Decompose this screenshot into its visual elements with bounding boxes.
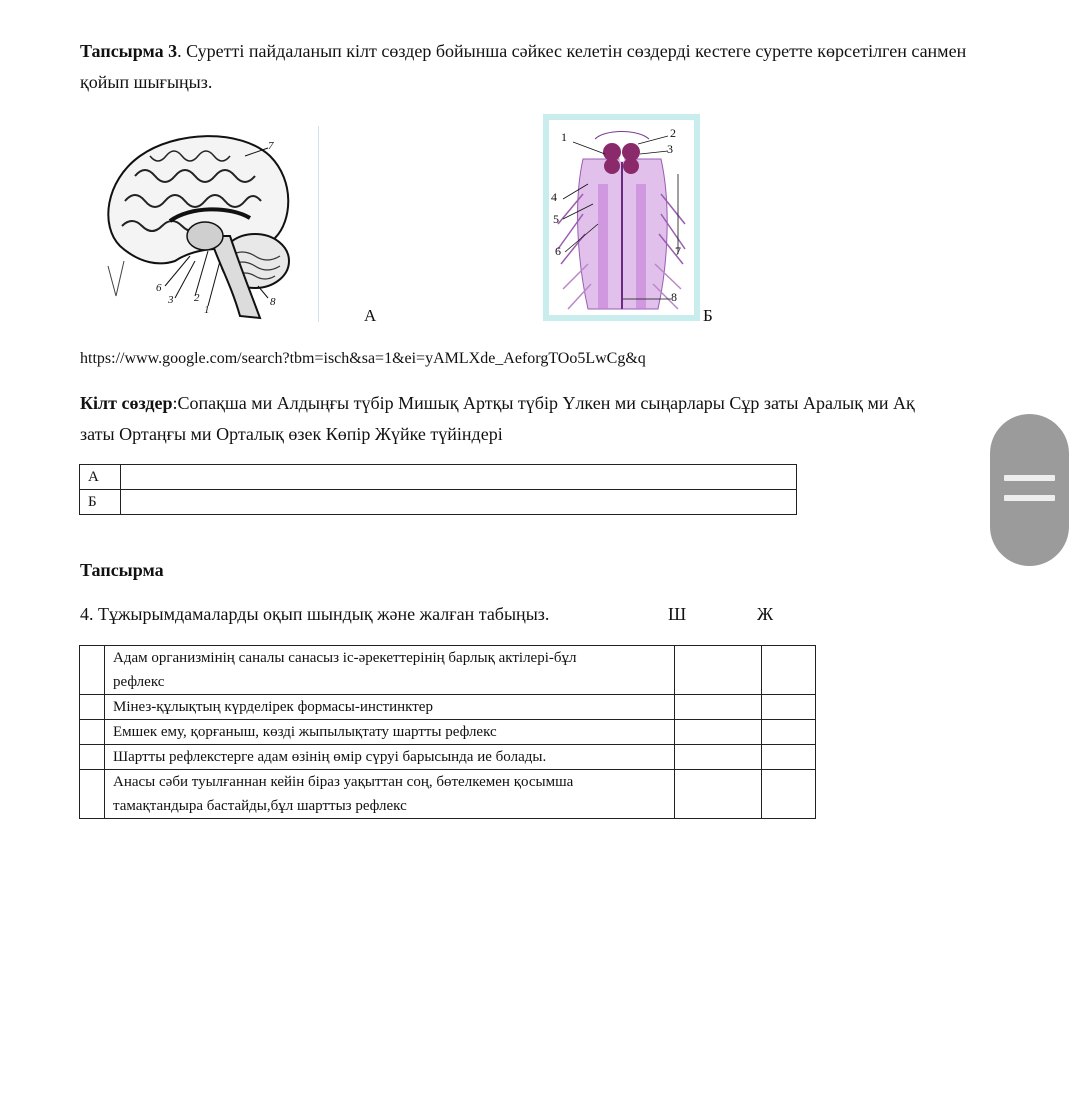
task4-instruction: 4. Тұжырымдамаларды оқып шындық және жалған табыңыз. — [80, 604, 550, 624]
statement-text: Емшек ему, қорғаныш, көзді жыпылықтату шартты рефлекс — [105, 720, 675, 745]
handle-grip-line-bottom — [1004, 495, 1055, 501]
statement-row — [80, 770, 816, 819]
task4-heading: Тапсырма — [80, 560, 164, 580]
answer-cell-b[interactable] — [121, 490, 797, 515]
true-false-table — [79, 645, 816, 819]
cord-number-8: 8 — [671, 290, 677, 304]
statement-text: Шартты рефлекстерге адам өзінің өмір сүруі барысында ие болады. — [105, 745, 675, 770]
row-number-cell — [80, 695, 105, 720]
cord-number-7: 7 — [675, 244, 681, 258]
cord-number-2: 2 — [670, 126, 676, 140]
keywords-list-line2: заты Ортаңғы ми Орталық өзек Көпір Жүйке түйіндері — [80, 424, 503, 444]
false-cell[interactable] — [762, 770, 816, 819]
keywords-label: Кілт сөздер — [80, 393, 173, 413]
cord-number-1: 1 — [561, 130, 567, 144]
scroll-handle[interactable] — [990, 414, 1069, 566]
task3-instruction: . Суретті пайдаланып кілт сөздер бойынша сәйкес келетін сөздерді кестеге суретте көрсетілген санмен қойып шығыңыз. — [80, 41, 967, 92]
answer-row-b — [80, 490, 797, 515]
figure-a-label: А — [364, 306, 377, 325]
answer-table — [79, 464, 797, 515]
task3-paragraph — [80, 36, 1000, 98]
true-cell[interactable] — [675, 646, 762, 695]
cord-number-4: 4 — [551, 190, 557, 204]
brain-number-7: 7 — [268, 140, 274, 152]
brain-number-1: 1 — [204, 304, 210, 316]
true-cell[interactable] — [675, 695, 762, 720]
row-number-cell — [80, 720, 105, 745]
brain-number-6: 6 — [156, 282, 162, 294]
handle-grip-line-top — [1004, 475, 1055, 481]
false-cell[interactable] — [762, 745, 816, 770]
statement-text: Мінез-құлықтың күрделірек формасы-инстинктер — [105, 695, 675, 720]
row-number-cell — [80, 646, 105, 695]
cord-number-6: 6 — [555, 244, 561, 258]
statement-text: Адам организмінің саналы санасыз іс-әрекеттерінің барлық актілері-бұл рефлекс — [105, 646, 675, 695]
keywords-list-line1: :Сопақша ми Алдыңғы түбір Мишық Артқы түбір Үлкен ми сыңарлары Сұр заты Аралық ми Ақ — [172, 393, 915, 413]
brain-number-8: 8 — [270, 296, 276, 308]
task3-title: Тапсырма 3 — [80, 41, 178, 61]
statement-row — [80, 745, 816, 770]
answer-cell-a[interactable] — [121, 465, 797, 490]
statement-row — [80, 646, 816, 695]
statement-text: Анасы сәби туылғаннан кейін біраз уақыттан соң, бөтелкемен қосымша тамақтандыра бастайды,бұл шарттыз рефлекс — [105, 770, 675, 819]
spinal-cord-figure — [543, 114, 700, 321]
cord-number-5: 5 — [553, 212, 559, 226]
cord-number-3: 3 — [667, 142, 673, 156]
brain-figure — [80, 126, 319, 322]
statement-row — [80, 720, 816, 745]
false-cell[interactable] — [762, 720, 816, 745]
true-cell[interactable] — [675, 745, 762, 770]
false-cell[interactable] — [762, 695, 816, 720]
answer-label-b: Б — [80, 490, 121, 515]
column-header-false: Ж — [757, 604, 774, 624]
row-number-cell — [80, 745, 105, 770]
column-header-true: Ш — [668, 604, 687, 624]
brain-number-2: 2 — [194, 292, 200, 304]
keywords-paragraph — [80, 388, 1000, 450]
answer-row-a — [80, 465, 797, 490]
source-url[interactable]: https://www.google.com/search?tbm=isch&sa=1&ei=yAMLXde_AeforgTOo5LwCg&q — [80, 350, 646, 367]
false-cell[interactable] — [762, 646, 816, 695]
answer-label-a: А — [80, 465, 121, 490]
row-number-cell — [80, 770, 105, 819]
statement-row — [80, 695, 816, 720]
brain-number-3: 3 — [168, 294, 174, 306]
true-cell[interactable] — [675, 720, 762, 745]
figure-b-label: Б — [703, 306, 713, 325]
true-cell[interactable] — [675, 770, 762, 819]
